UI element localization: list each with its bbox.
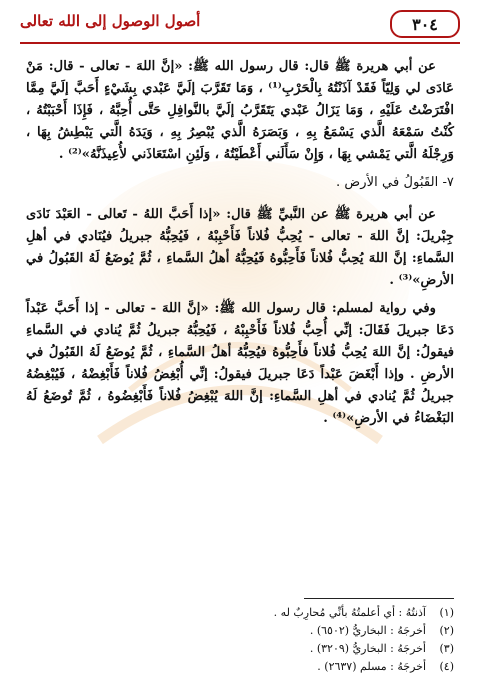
footnote — [120, 640, 454, 658]
footnote — [120, 658, 454, 676]
hadith-paragraph-3: وفي رواية لمسلم: قال رسول الله ﷺ: «إنَّ اللهَ - تعالى - إذا أَحَبَّ عَبْداً دَعَا جبريلَ فَقَالَ: إنِّي أُحِبُّ فُلاناً فَأَحْبِبْهُ ، فَيُحِبُّهُ جبريلُ ثُمَّ يُنادي في السَّماءِ فيقولُ: إنَّ اللهَ يُحِبُّ فُلاناً فأَحِبُّوهُ فيُحِبُّهُ أهلُ السَّماءِ ، ثُمَّ يُوضَعُ لَهُ القَبُولُ في الأرضِ . وإذا أَبْغَضَ عَبْداً دَعَا جبريلَ فيقولُ: إنِّي أُبْغِضُ فُلاناً فَأَبْغِضْهُ ، فَيُبْغِضُهُ جبريلُ ثُمَّ يُنادي في أهلِ السَّماءِ: إنَّ اللهَ يُبْغِضُ فُلاناً فَأَبْغِضُوهُ ، ثُمَّ تُوضَعُ لَهُ البَغْضَاءُ في الأرضِ»⁽⁴⁾ . — [26, 301, 454, 426]
hadith-paragraph-2: عن أبي هريرة ﷺ عن النَّبيِّ ﷺ قال: «إذا أَحَبَّ اللهُ - تَعالى - العَبْدَ نَادَى جِبْريلَ: إنَّ اللهَ - تعالى - يُحِبُّ فُلاناً فَأَحْبِبْهُ ، فَيُحِبُّهُ جبريلُ فيُنَادي في أهلِ السَّماءِ: إنَّ اللهَ يُحِبُّ فُلاناً فَأَحِبُّوهُ فَيُحِبُّهُ أهلُ السَّماءِ ، ثُمَّ يُوضَعُ لَهُ القَبُولُ في الأرضِ»⁽³⁾ . — [26, 207, 454, 288]
page-header — [20, 8, 460, 44]
footnote-number: (٢) — [439, 624, 454, 637]
footnote-text: أخرجَهُ : البخاريُّ (٣٢٠٩) . — [309, 642, 426, 655]
footnote — [120, 622, 454, 640]
section-heading: ٧- القَبُولُ في الأرض . — [335, 175, 454, 190]
hadith-paragraph-1: عن أبي هريرة ﷺ قال: قال رسول الله ﷺ: «إنَّ اللهَ - تعالى - قال: مَنْ عَادَى لي وَلِيّاً فَقَدْ آذَنْتُهُ بِالْحَرْبِ⁽¹⁾ ، وَمَا تَقَرَّبَ إلَيَّ عَبْدي بِشَيْءٍ أَحَبَّ إلَيَّ مِمَّا افْتَرَضْتُ عَلَيْهِ ، وَمَا يَزَالُ عَبْدي يَتَقَرَّبُ إلَيَّ بالنَّوافِلِ حَتَّى أُحِبَّهُ ، فَإِذَا أَحْبَبْتُهُ ، كُنْتُ سَمْعَهُ الَّذي يَسْمَعُ بِهِ ، وَبَصَرَهُ الَّذي يُبْصِرُ بِهِ ، وَيَدَهُ الَّتي يَبْطِشُ بِهَا ، وَرِجْلَهُ الَّتي يَمْشي بِهَا ، وَإِنْ سَأَلَني أَعْطَيْتُهُ ، وَلَئِنِ اسْتَعَاذَني لأُعِيذَنَّهُ»⁽²⁾ . — [26, 59, 454, 162]
running-title: أصول الوصول إلى الله تعالى — [20, 12, 201, 30]
footnote-text: أخرجَهُ : مسلم (٢٦٣٧) . — [317, 660, 426, 673]
main-text — [26, 56, 454, 436]
footnotes — [120, 604, 454, 676]
footnote-text: آذنتُهُ : أي أعلمتُهُ بأنِّي مُحارِبٌ له . — [273, 606, 426, 619]
page-number: ٣٠٤ — [390, 10, 460, 38]
footnote-number: (٤) — [439, 660, 454, 673]
footnote-separator — [304, 598, 454, 599]
footnote-text: أخرجَهُ : البخاريُّ (٦٥٠٢) . — [309, 624, 426, 637]
footnote-number: (٣) — [439, 642, 454, 655]
footnote — [120, 604, 454, 622]
footnote-number: (١) — [439, 606, 454, 619]
